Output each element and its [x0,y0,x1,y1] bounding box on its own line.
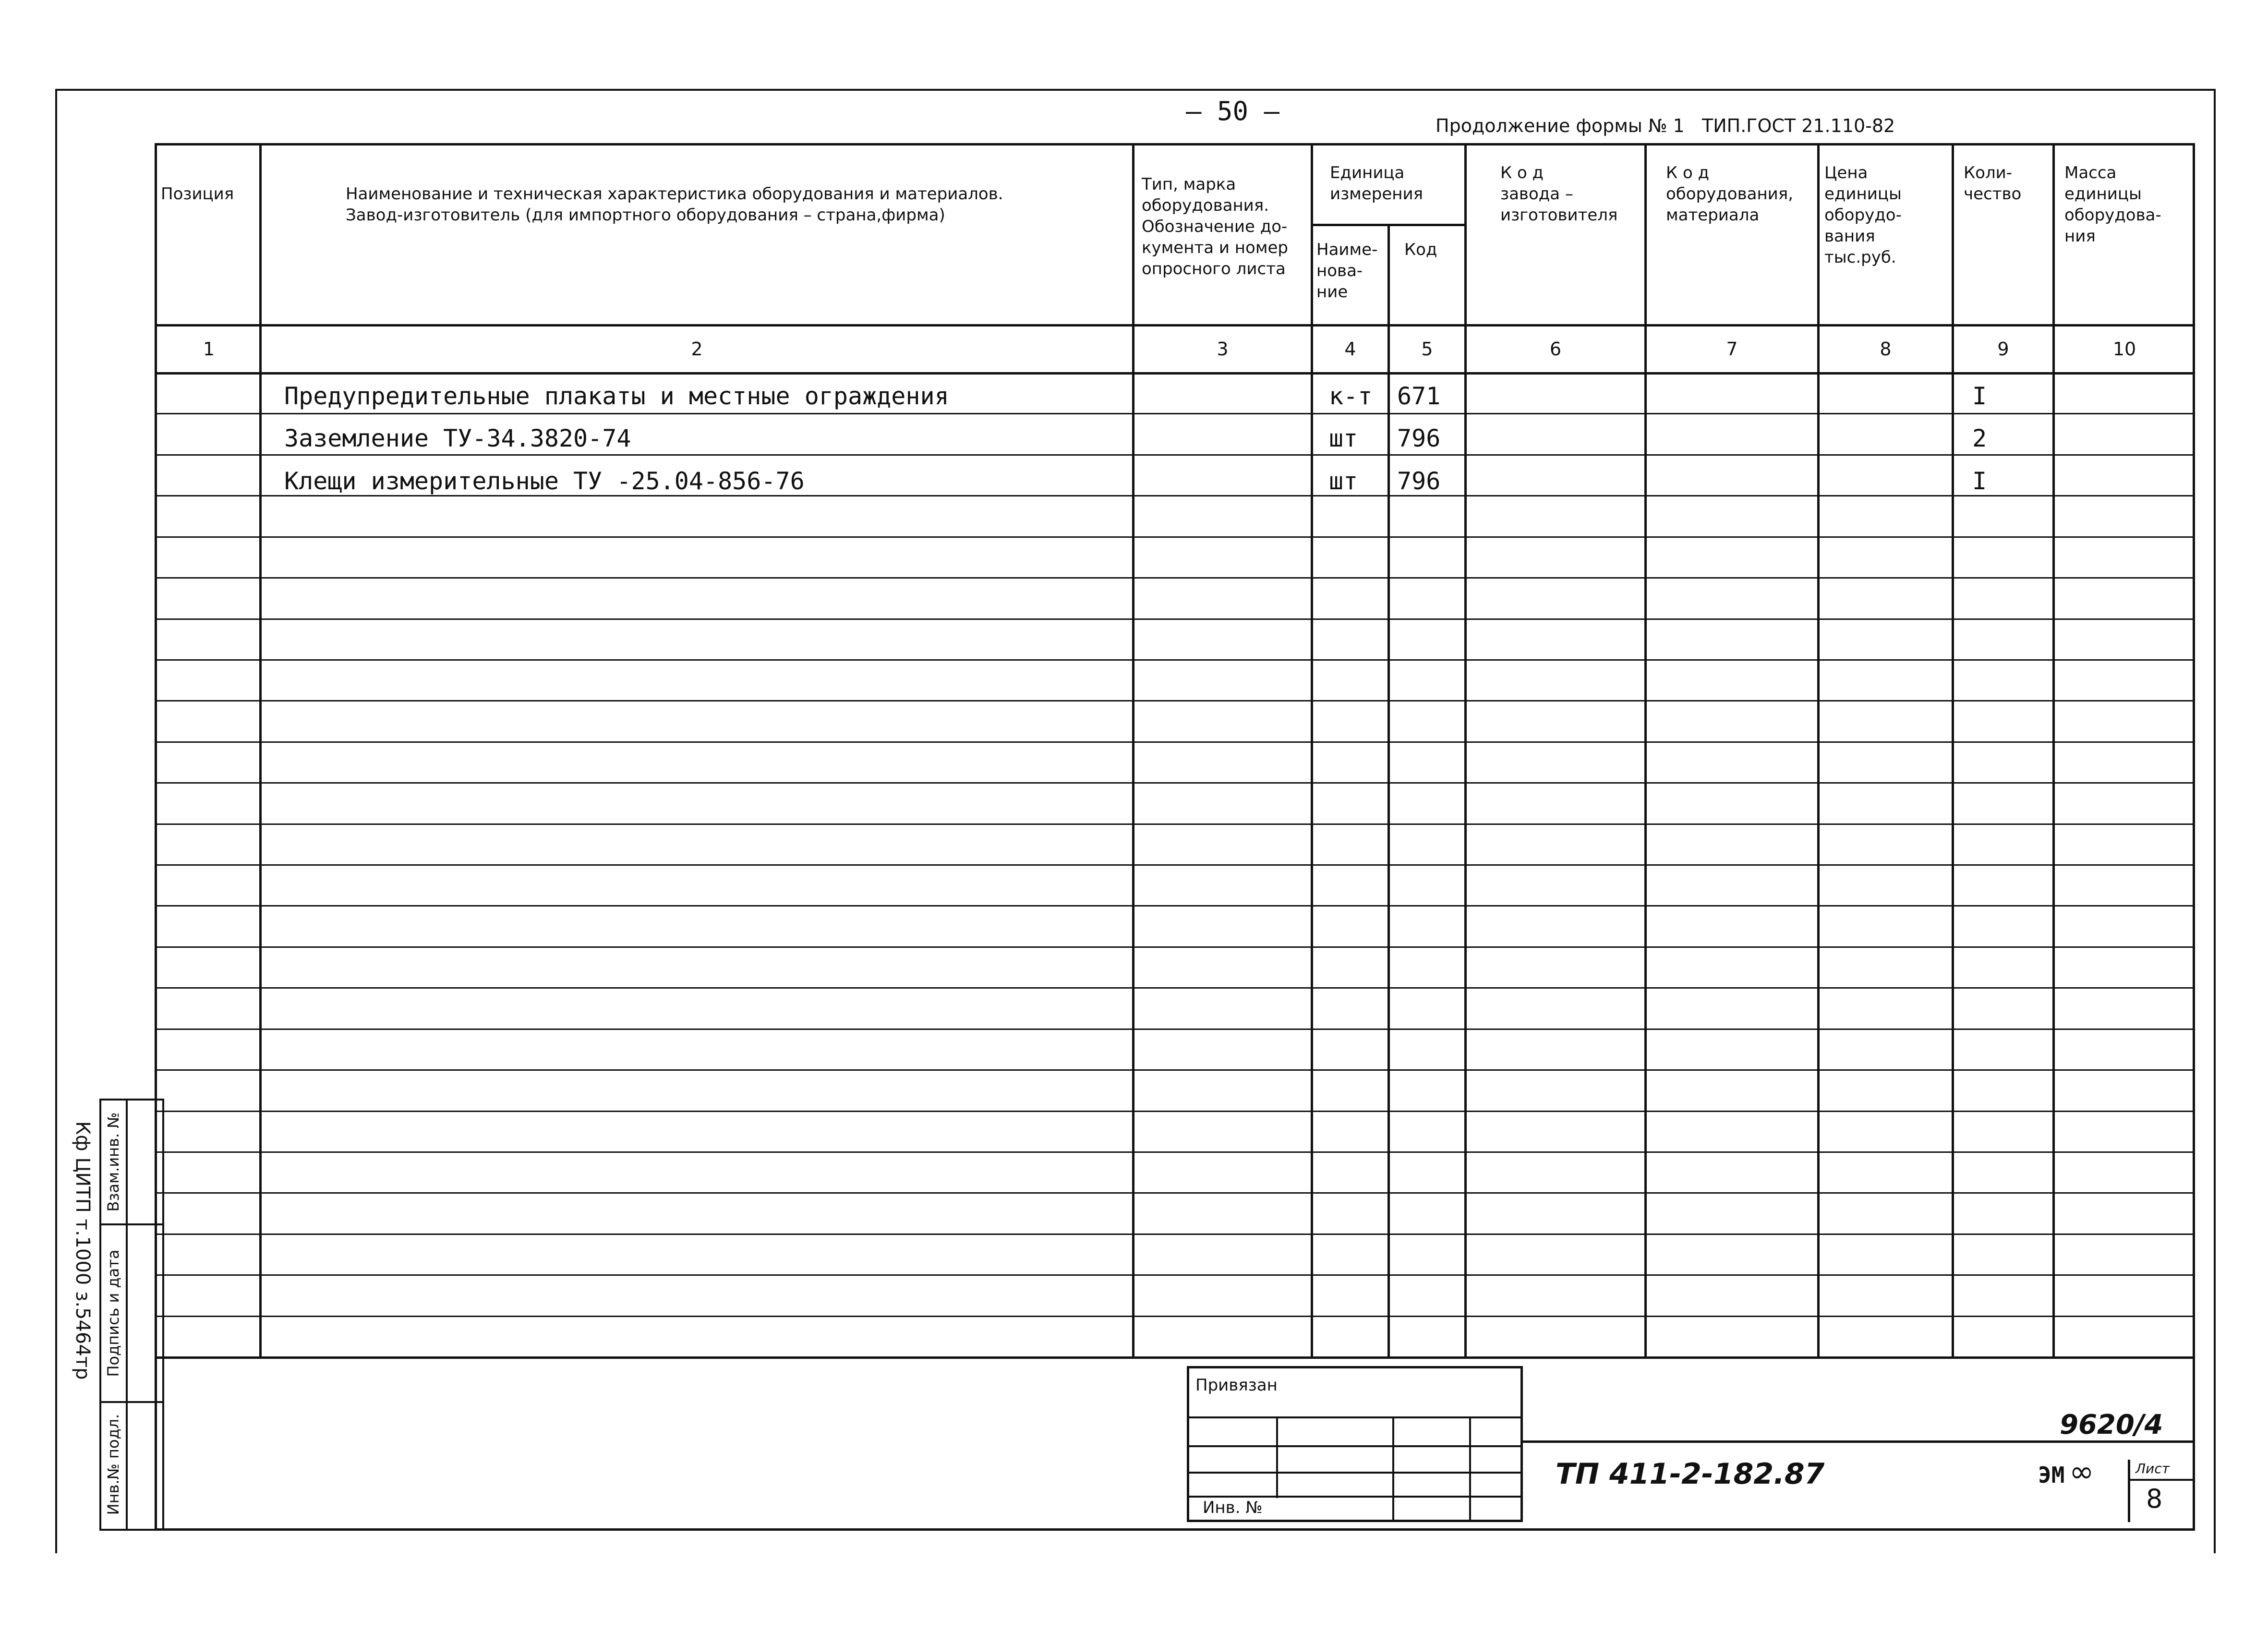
row1-name: Предупредительные плакаты и местные ограждения [284,382,949,410]
row-line [155,823,2195,825]
col6-number: 6 [1549,339,1562,360]
col4-header: Наиме- нова- ние [1316,240,1378,302]
privyazan-label: Привязан [1195,1376,1278,1395]
col9-number: 9 [1997,339,2009,360]
inv-no-label: Инв. № [1203,1498,1263,1517]
row3-code: 796 [1397,467,1441,495]
privyazan-vsep-1 [1276,1416,1278,1498]
left-stamp-line-1 [99,1223,164,1225]
col6-header: К о д завода – изготовителя [1500,163,1618,225]
infinity-icon: ∞ [2069,1454,2094,1489]
doc-number: ТП 411-2-182.87 [1556,1457,1825,1491]
col-sep-4 [1387,224,1390,1358]
privyazan-line-4 [1187,1496,1523,1498]
privyazan-line-3 [1187,1472,1523,1474]
sheet-label: Лист [2135,1461,2170,1476]
col5-header: Код [1404,240,1437,259]
row3-unit: шт [1329,467,1358,495]
row-line [155,1234,2195,1235]
col10-number: 10 [2112,339,2136,360]
album-code: ЭМ [2038,1462,2065,1488]
row3-name: Клещи измерительные ТУ -25.04-856-76 [284,467,805,495]
sheet-box-mid [2128,1479,2195,1481]
col3-header: Тип, марка оборудования. Обозначение до- кумента и номер опросного листа [1142,175,1288,278]
col2-header: Наименование и техническая характеристика оборудования и материалов. Завод-изготовитель (для импортного оборудования – страна,фирма) [346,184,1003,225]
row1-qty: I [1972,382,1987,410]
privyazan-vsep-3 [1469,1416,1471,1522]
col8-header: Цена единицы оборудо- вания тыс.руб. [1824,163,1902,267]
left-stamp-divider [126,1099,128,1531]
body-bottom-line [155,1356,2195,1359]
col7-header: К о д оборудования, материала [1666,163,1794,225]
unit-group-header: Единица измерения [1330,163,1424,204]
row-line [155,618,2195,620]
page-number: – 50 – [1186,96,1280,126]
title-divider [1523,1440,2195,1443]
left-stamp-line-2 [99,1401,164,1403]
row-line [155,577,2195,579]
row1-code: 671 [1397,382,1441,410]
col4-number: 4 [1344,339,1356,360]
numbers-bottom-line [155,372,2195,375]
row3-qty: I [1972,467,1987,495]
col3-number: 3 [1217,339,1229,360]
podpis-data-label: Подпись и дата [104,1249,122,1377]
col1-number: 1 [203,339,215,360]
privyazan-line-2 [1187,1445,1523,1447]
row-line [155,454,2195,456]
row-line [155,1274,2195,1276]
header-bottom-line [155,324,2195,327]
col1-header: Позиция [161,184,234,204]
row-line [155,1192,2195,1194]
col7-number: 7 [1726,339,1738,360]
row-line [155,905,2195,907]
row-line [155,536,2195,538]
row-line [155,413,2195,414]
row-line [155,864,2195,866]
col5-number: 5 [1421,339,1433,360]
col10-header: Масса единицы оборудова- ния [2064,163,2161,246]
row-line [155,782,2195,784]
row-line [155,1151,2195,1153]
row-line [155,741,2195,743]
row-line [155,1069,2195,1071]
print-stamp-text: Кф ЦИТП т.1000 з.5464тр [72,1121,94,1380]
row-line [155,946,2195,948]
row-line [155,1111,2195,1112]
col8-number: 8 [1880,339,1892,360]
row1-unit: к-т [1329,382,1373,410]
privyazan-vsep-2 [1392,1416,1394,1522]
privyazan-line-1 [1187,1416,1523,1418]
archive-number: 9620/4 [2060,1409,2163,1440]
row-line [155,659,2195,661]
row2-code: 796 [1397,424,1441,452]
row2-unit: шт [1329,424,1358,452]
sheet-number: 8 [2146,1484,2163,1514]
row-line [155,987,2195,989]
unit-group-line [1311,224,1467,226]
col2-number: 2 [691,339,703,360]
col9-header: Коли- чество [1964,163,2022,204]
inv-podl-label: Инв.№ подл. [104,1414,122,1515]
vzam-inv-label: Взам.инв. № [104,1112,122,1212]
row-line [155,700,2195,702]
row2-name: Заземление ТУ-34.3820-74 [284,424,631,452]
form-continuation: Продолжение формы № 1 ТИП.ГОСТ 21.110-82 [1436,115,1895,136]
row-line [155,1316,2195,1317]
row2-qty: 2 [1972,424,1987,452]
sheet-box-left [2128,1460,2130,1522]
row-line [155,1028,2195,1030]
